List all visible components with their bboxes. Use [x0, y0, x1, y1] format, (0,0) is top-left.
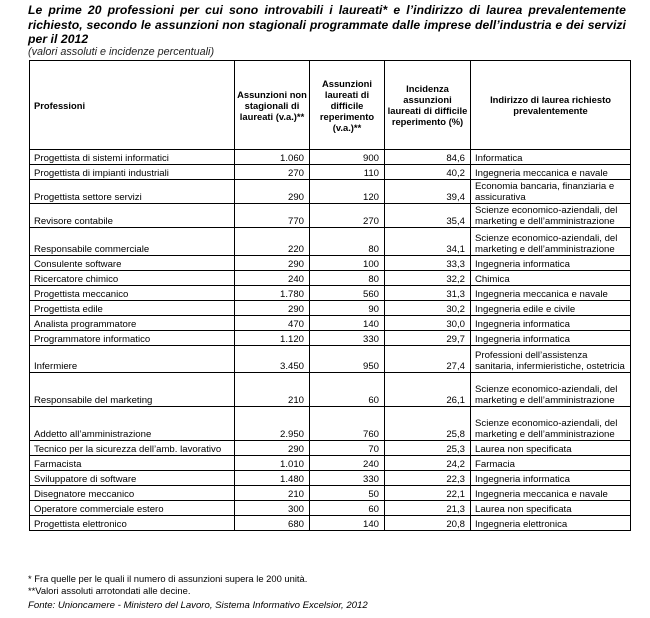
cell-difficile: 90 — [310, 301, 385, 316]
cell-assunzioni: 1.010 — [235, 456, 310, 471]
cell-incidenza: 39,4 — [385, 180, 471, 204]
cell-incidenza: 29,7 — [385, 331, 471, 346]
cell-indirizzo: Scienze economico-aziendali, del marketing e dell’amministrazione — [471, 228, 631, 256]
cell-assunzioni: 2.950 — [235, 407, 310, 441]
cell-difficile: 240 — [310, 456, 385, 471]
cell-assunzioni: 270 — [235, 165, 310, 180]
table-row — [30, 373, 631, 407]
cell-assunzioni: 680 — [235, 516, 310, 531]
cell-profession: Disegnatore meccanico — [30, 486, 235, 501]
cell-profession: Responsabile commerciale — [30, 228, 235, 256]
cell-difficile: 120 — [310, 180, 385, 204]
cell-assunzioni: 470 — [235, 316, 310, 331]
cell-indirizzo: Ingegneria informatica — [471, 471, 631, 486]
cell-incidenza: 25,3 — [385, 441, 471, 456]
table-row — [30, 407, 631, 441]
table-row — [30, 271, 631, 286]
cell-incidenza: 34,1 — [385, 228, 471, 256]
table-row — [30, 486, 631, 501]
cell-difficile: 270 — [310, 204, 385, 228]
cell-incidenza: 20,8 — [385, 516, 471, 531]
cell-difficile: 140 — [310, 316, 385, 331]
table-row — [30, 256, 631, 271]
cell-indirizzo: Laurea non specificata — [471, 501, 631, 516]
cell-incidenza: 22,1 — [385, 486, 471, 501]
cell-indirizzo: Scienze economico-aziendali, del marketing e dell’amministrazione — [471, 373, 631, 407]
cell-incidenza: 30,2 — [385, 301, 471, 316]
cell-indirizzo: Economia bancaria, finanziaria e assicurativa — [471, 180, 631, 204]
cell-assunzioni: 290 — [235, 441, 310, 456]
cell-indirizzo: Professioni dell’assistenza sanitaria, infermieristiche, ostetricia — [471, 346, 631, 373]
table-row — [30, 301, 631, 316]
cell-difficile: 110 — [310, 165, 385, 180]
cell-difficile: 950 — [310, 346, 385, 373]
header-professioni: Professioni — [30, 61, 235, 150]
table-row — [30, 471, 631, 486]
cell-assunzioni: 210 — [235, 486, 310, 501]
cell-assunzioni: 300 — [235, 501, 310, 516]
table-body — [30, 150, 631, 531]
footnote-1: * Fra quelle per le quali il numero di assunzioni supera le 200 unità. — [28, 573, 308, 584]
cell-indirizzo: Ingegneria meccanica e navale — [471, 286, 631, 301]
cell-profession: Programmatore informatico — [30, 331, 235, 346]
cell-indirizzo: Ingegneria elettronica — [471, 516, 631, 531]
footnote-2: **Valori assoluti arrotondati alle decine. — [28, 585, 191, 596]
source-note: Fonte: Unioncamere - Ministero del Lavoro, Sistema Informativo Excelsior, 2012 — [28, 600, 368, 611]
professions-table — [29, 60, 631, 531]
header-incidenza: Incidenza assunzioni laureati di difficile reperimento (%) — [385, 61, 471, 150]
cell-profession: Progettista edile — [30, 301, 235, 316]
cell-assunzioni: 210 — [235, 373, 310, 407]
header-difficile: Assunzioni laureati di difficile reperimento (v.a.)** — [310, 61, 385, 150]
table-row — [30, 286, 631, 301]
table-title: Le prime 20 professioni per cui sono introvabili i laureati* e l’indirizzo di laurea prevalentemente richiesto, secondo le assunzioni non stagionali programmate dalle imprese dell’industria e dei servizi per il 2012 — [28, 3, 626, 46]
cell-indirizzo: Ingegneria edile e civile — [471, 301, 631, 316]
cell-difficile: 100 — [310, 256, 385, 271]
cell-incidenza: 22,3 — [385, 471, 471, 486]
cell-difficile: 560 — [310, 286, 385, 301]
cell-indirizzo: Informatica — [471, 150, 631, 165]
table-row — [30, 204, 631, 228]
cell-difficile: 330 — [310, 331, 385, 346]
table-row — [30, 456, 631, 471]
cell-assunzioni: 290 — [235, 256, 310, 271]
cell-incidenza: 24,2 — [385, 456, 471, 471]
cell-difficile: 60 — [310, 501, 385, 516]
cell-incidenza: 35,4 — [385, 204, 471, 228]
cell-assunzioni: 1.060 — [235, 150, 310, 165]
cell-difficile: 80 — [310, 271, 385, 286]
cell-profession: Infermiere — [30, 346, 235, 373]
table-row — [30, 316, 631, 331]
cell-incidenza: 30,0 — [385, 316, 471, 331]
table-row — [30, 180, 631, 204]
cell-assunzioni: 220 — [235, 228, 310, 256]
cell-indirizzo: Scienze economico-aziendali, del marketing e dell’amministrazione — [471, 204, 631, 228]
cell-profession: Sviluppatore di software — [30, 471, 235, 486]
cell-incidenza: 33,3 — [385, 256, 471, 271]
header-indirizzo: Indirizzo di laurea richiesto prevalentemente — [471, 61, 631, 150]
cell-indirizzo: Ingegneria informatica — [471, 256, 631, 271]
cell-indirizzo: Ingegneria meccanica e navale — [471, 165, 631, 180]
cell-difficile: 330 — [310, 471, 385, 486]
cell-incidenza: 84,6 — [385, 150, 471, 165]
cell-profession: Operatore commerciale estero — [30, 501, 235, 516]
table-row — [30, 331, 631, 346]
cell-profession: Progettista meccanico — [30, 286, 235, 301]
cell-incidenza: 31,3 — [385, 286, 471, 301]
cell-assunzioni: 1.120 — [235, 331, 310, 346]
cell-difficile: 60 — [310, 373, 385, 407]
cell-profession: Progettista di impianti industriali — [30, 165, 235, 180]
cell-incidenza: 32,2 — [385, 271, 471, 286]
cell-assunzioni: 3.450 — [235, 346, 310, 373]
cell-profession: Ricercatore chimico — [30, 271, 235, 286]
cell-profession: Analista programmatore — [30, 316, 235, 331]
table-row — [30, 516, 631, 531]
cell-assunzioni: 1.780 — [235, 286, 310, 301]
cell-profession: Tecnico per la sicurezza dell’amb. lavorativo — [30, 441, 235, 456]
table-row — [30, 501, 631, 516]
cell-indirizzo: Chimica — [471, 271, 631, 286]
cell-indirizzo: Ingegneria informatica — [471, 316, 631, 331]
cell-difficile: 900 — [310, 150, 385, 165]
cell-profession: Responsabile del marketing — [30, 373, 235, 407]
cell-indirizzo: Farmacia — [471, 456, 631, 471]
table-row — [30, 228, 631, 256]
cell-incidenza: 40,2 — [385, 165, 471, 180]
cell-indirizzo: Laurea non specificata — [471, 441, 631, 456]
cell-profession: Revisore contabile — [30, 204, 235, 228]
cell-difficile: 760 — [310, 407, 385, 441]
cell-difficile: 70 — [310, 441, 385, 456]
cell-indirizzo: Ingegneria informatica — [471, 331, 631, 346]
cell-assunzioni: 770 — [235, 204, 310, 228]
cell-difficile: 50 — [310, 486, 385, 501]
cell-difficile: 80 — [310, 228, 385, 256]
table-row — [30, 346, 631, 373]
table-row — [30, 441, 631, 456]
cell-difficile: 140 — [310, 516, 385, 531]
cell-assunzioni: 1.480 — [235, 471, 310, 486]
cell-indirizzo: Ingegneria meccanica e navale — [471, 486, 631, 501]
cell-profession: Progettista settore servizi — [30, 180, 235, 204]
cell-assunzioni: 290 — [235, 180, 310, 204]
cell-profession: Consulente software — [30, 256, 235, 271]
cell-assunzioni: 240 — [235, 271, 310, 286]
cell-indirizzo: Scienze economico-aziendali, del marketing e dell’amministrazione — [471, 407, 631, 441]
table-row — [30, 165, 631, 180]
cell-profession: Progettista elettronico — [30, 516, 235, 531]
cell-incidenza: 26,1 — [385, 373, 471, 407]
header-assunzioni: Assunzioni non stagionali di laureati (v.a.)** — [235, 61, 310, 150]
table-header-row — [30, 61, 631, 150]
cell-profession: Addetto all’amministrazione — [30, 407, 235, 441]
table-row — [30, 150, 631, 165]
cell-profession: Progettista di sistemi informatici — [30, 150, 235, 165]
cell-incidenza: 21,3 — [385, 501, 471, 516]
cell-profession: Farmacista — [30, 456, 235, 471]
cell-incidenza: 25,8 — [385, 407, 471, 441]
cell-assunzioni: 290 — [235, 301, 310, 316]
cell-incidenza: 27,4 — [385, 346, 471, 373]
table-subtitle: (valori assoluti e incidenze percentuali) — [28, 46, 215, 58]
